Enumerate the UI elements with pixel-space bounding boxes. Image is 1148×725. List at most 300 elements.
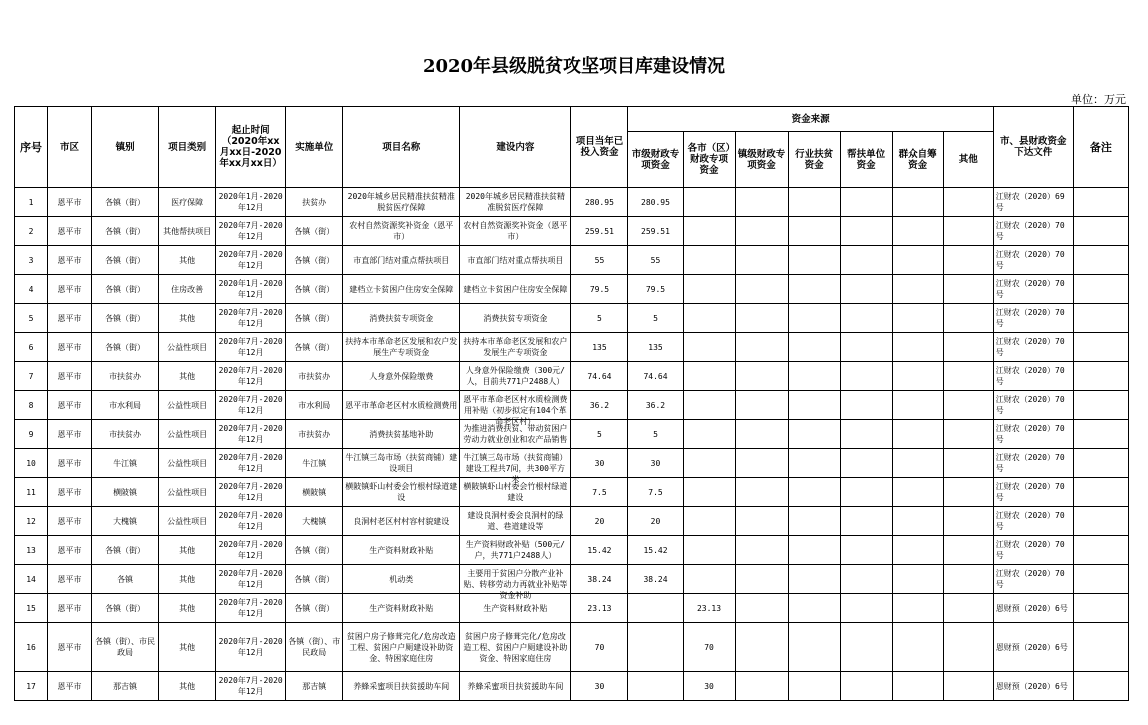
row-category-text: 其他 (179, 642, 196, 652)
row-doc-text: 恩财预（2020）6号 (995, 681, 1068, 691)
row-category (159, 333, 216, 362)
row-seq (15, 304, 48, 333)
row-town-fund (735, 420, 788, 449)
row-implementer-text: 横陂镇 (302, 487, 327, 497)
row-total-text: 5 (597, 429, 602, 439)
row-period (216, 565, 286, 594)
row-remark (1073, 672, 1128, 701)
row-industry-fund (788, 188, 840, 217)
row-city-fund-text: 79.5 (645, 284, 666, 294)
row-category-text: 其他帮扶项目 (163, 226, 212, 236)
row-seq-text: 3 (28, 255, 34, 265)
row-doc-text: 江财农（2020）70号 (995, 279, 1065, 299)
row-category (159, 217, 216, 246)
table-row (15, 449, 1129, 478)
row-town-text: 各镇（街） (105, 603, 146, 613)
row-project-name-text: 人身意外保险缴费 (369, 371, 434, 381)
row-implementer (286, 217, 343, 246)
row-county-fund-text: 30 (704, 681, 714, 691)
row-total (571, 275, 628, 304)
row-industry-fund (788, 391, 840, 420)
row-industry-fund (788, 362, 840, 391)
row-project-name-text: 牛江镇三岛市场（扶贫商铺）建设项目 (345, 453, 458, 473)
row-doc (993, 246, 1073, 275)
row-total-text: 23.13 (587, 603, 612, 613)
row-implementer-text: 各镇（街） (294, 284, 335, 294)
row-other-fund (943, 188, 993, 217)
row-project-name-text: 横陂镇虾山村委会竹根村绿道建设 (345, 482, 458, 502)
row-period-text: 2020年7月-2020年12月 (218, 637, 283, 657)
row-city (48, 565, 92, 594)
row-town-fund (735, 565, 788, 594)
row-category (159, 507, 216, 536)
row-remark (1073, 275, 1128, 304)
row-county-fund (683, 246, 735, 275)
row-other-fund (943, 478, 993, 507)
row-category-text: 医疗保障 (171, 197, 204, 207)
header-fund-source: 资金来源 (628, 107, 993, 132)
row-project-name (343, 594, 460, 623)
row-content-text: 恩平市革命老区村水质检测费用补贴（初步拟定有104个革命老区村） (463, 395, 568, 426)
row-city-fund (628, 275, 683, 304)
row-town (92, 420, 159, 449)
row-other-fund (943, 246, 993, 275)
row-seq (15, 217, 48, 246)
row-town-text: 市水利局 (109, 400, 142, 410)
table-row (15, 478, 1129, 507)
row-partner-fund (840, 420, 892, 449)
row-town-text: 横陂镇 (113, 487, 138, 497)
row-city-fund-text: 38.24 (643, 574, 668, 584)
row-self-fund (892, 246, 943, 275)
row-category-text: 公益性项目 (167, 458, 208, 468)
row-period-text: 2020年7月-2020年12月 (218, 424, 283, 444)
row-period-text: 2020年7月-2020年12月 (218, 598, 283, 618)
row-doc (993, 672, 1073, 701)
row-seq-text: 12 (26, 516, 36, 526)
row-city-text: 恩平市 (57, 400, 82, 410)
row-city-fund (628, 333, 683, 362)
row-town-fund (735, 362, 788, 391)
header-source-partner: 帮扶单位资金 (840, 132, 892, 188)
row-remark (1073, 623, 1128, 672)
row-doc-text: 江财农（2020）70号 (995, 511, 1065, 531)
header-remark: 备注 (1073, 107, 1128, 188)
row-seq (15, 594, 48, 623)
row-town-fund (735, 672, 788, 701)
row-total-text: 30 (594, 458, 605, 468)
row-town (92, 672, 159, 701)
row-implementer-text: 各镇（街） (294, 313, 335, 323)
row-city-fund-text: 15.42 (643, 545, 668, 555)
row-town-fund (735, 391, 788, 420)
row-self-fund (892, 623, 943, 672)
row-seq (15, 420, 48, 449)
row-remark (1073, 420, 1128, 449)
row-town-text: 各镇（街） (105, 284, 146, 294)
row-city-fund (628, 672, 683, 701)
header-period: 起止时间（2020年xx月xx日-2020年xx月xx日） (216, 107, 286, 188)
row-city-fund (628, 188, 683, 217)
row-city (48, 507, 92, 536)
row-partner-fund (840, 449, 892, 478)
row-total (571, 304, 628, 333)
row-category-text: 其他 (179, 681, 196, 691)
row-city-fund (628, 565, 683, 594)
row-project-name (343, 275, 460, 304)
header-source-town: 镇级财政专项资金 (735, 132, 788, 188)
row-remark (1073, 449, 1128, 478)
table-row (15, 391, 1129, 420)
row-total (571, 565, 628, 594)
row-county-fund-text: 70 (704, 642, 714, 652)
row-content-text: 为推进消费扶贫、带动贫困户劳动力就业创业和农产品销售 (463, 424, 568, 444)
row-town-text: 各镇（街） (105, 342, 146, 352)
row-doc (993, 565, 1073, 594)
row-period (216, 362, 286, 391)
row-seq-text: 11 (26, 487, 36, 497)
table-row (15, 275, 1129, 304)
row-seq-text: 4 (28, 284, 34, 294)
row-other-fund (943, 362, 993, 391)
row-total-text: 74.64 (587, 371, 612, 381)
row-implementer (286, 304, 343, 333)
row-other-fund (943, 594, 993, 623)
row-town (92, 362, 159, 391)
row-city (48, 333, 92, 362)
row-implementer (286, 391, 343, 420)
row-category-text: 其他 (179, 545, 196, 555)
row-project-name (343, 536, 460, 565)
row-town-fund (735, 246, 788, 275)
row-content-text: 牛江镇三岛市场（扶贫商铺）建设工程共7间，共300平方米 (463, 453, 568, 484)
row-project-name (343, 478, 460, 507)
row-total-text: 7.5 (592, 487, 607, 497)
row-county-fund (683, 478, 735, 507)
row-city-text: 恩平市 (57, 342, 82, 352)
row-town-fund (735, 333, 788, 362)
row-implementer (286, 449, 343, 478)
row-town-text: 各镇（街） (105, 545, 146, 555)
table-row (15, 333, 1129, 362)
table-row (15, 188, 1129, 217)
row-period (216, 449, 286, 478)
row-category (159, 565, 216, 594)
row-other-fund (943, 672, 993, 701)
row-industry-fund (788, 565, 840, 594)
row-content (460, 304, 571, 333)
row-project-name (343, 246, 460, 275)
row-city-fund-text: 135 (648, 342, 663, 352)
row-doc-text: 江财农（2020）70号 (995, 366, 1065, 386)
row-remark (1073, 565, 1128, 594)
row-town (92, 623, 159, 672)
row-county-fund (683, 333, 735, 362)
row-town-text: 各镇（街） (105, 197, 146, 207)
row-town-text: 市扶贫办 (109, 371, 142, 381)
row-seq-text: 7 (28, 371, 34, 381)
row-industry-fund (788, 536, 840, 565)
row-town (92, 565, 159, 594)
row-implementer-text: 各镇（街） (294, 342, 335, 352)
row-county-fund (683, 188, 735, 217)
header-content: 建设内容 (460, 107, 571, 188)
row-industry-fund (788, 246, 840, 275)
header-annual-fund: 项目当年已投入资金 (571, 107, 628, 188)
row-implementer-text: 市水利局 (298, 400, 331, 410)
row-implementer-text: 市扶贫办 (298, 429, 331, 439)
row-doc (993, 391, 1073, 420)
row-content-text: 建设良洞村委会良洞村的绿道、巷道建设等 (467, 511, 564, 531)
row-town-fund (735, 594, 788, 623)
row-content (460, 672, 571, 701)
row-county-fund-text: 23.13 (696, 603, 722, 613)
row-period-text: 2020年1月-2020年12月 (218, 192, 283, 212)
row-city-fund (628, 391, 683, 420)
row-city (48, 623, 92, 672)
row-county-fund (683, 304, 735, 333)
row-implementer-text: 各镇（街） (294, 226, 335, 236)
row-self-fund (892, 478, 943, 507)
row-content (460, 391, 571, 426)
row-remark (1073, 333, 1128, 362)
row-city-fund (628, 420, 683, 449)
row-content-text: 扶持本市革命老区发展和农户发展生产专项资金 (463, 337, 568, 357)
row-industry-fund (788, 275, 840, 304)
row-implementer (286, 275, 343, 304)
row-category (159, 623, 216, 672)
page-title: 2020年县级脱贫攻坚项目库建设情况 (422, 56, 726, 77)
row-project-name-text: 建档立卡贫困户住房安全保障 (349, 284, 454, 294)
row-project-name (343, 565, 460, 594)
row-total-text: 259.51 (584, 226, 614, 236)
row-project-name-text: 贫困户房子修葺完化/危房改造工程、贫困户户厕建设补助资金、特困家庭住房 (346, 631, 456, 663)
row-doc (993, 449, 1073, 478)
row-remark (1073, 507, 1128, 536)
row-doc (993, 420, 1073, 449)
row-other-fund (943, 333, 993, 362)
row-seq-text: 13 (26, 545, 36, 555)
row-category (159, 362, 216, 391)
row-city (48, 594, 92, 623)
row-other-fund (943, 449, 993, 478)
row-category (159, 304, 216, 333)
row-total-text: 70 (594, 642, 605, 652)
row-category (159, 594, 216, 623)
row-project-name (343, 420, 460, 449)
row-implementer (286, 672, 343, 701)
header-source-self: 群众自筹资金 (892, 132, 943, 188)
row-city-text: 恩平市 (57, 516, 82, 526)
row-category (159, 275, 216, 304)
row-total-text: 280.95 (584, 197, 614, 207)
row-seq (15, 507, 48, 536)
row-doc (993, 536, 1073, 565)
row-city-text: 恩平市 (57, 642, 82, 652)
row-total (571, 217, 628, 246)
row-total-text: 5 (597, 313, 602, 323)
row-partner-fund (840, 188, 892, 217)
header-seq: 序号 (15, 107, 48, 188)
row-doc (993, 478, 1073, 507)
row-content (460, 217, 571, 246)
header-source-county: 各市（区）财政专项资金 (683, 132, 735, 188)
row-county-fund (683, 565, 735, 594)
row-project-name-text: 良洞村老区村村容村貌建设 (353, 516, 450, 526)
row-city-text: 恩平市 (57, 487, 82, 497)
row-city-fund-text: 5 (653, 313, 658, 323)
row-project-name (343, 672, 460, 701)
row-project-name-text: 恩平市革命老区村水质检测费用 (345, 400, 458, 410)
row-project-name (343, 333, 460, 362)
row-period-text: 2020年7月-2020年12月 (218, 221, 283, 241)
row-partner-fund (840, 246, 892, 275)
row-city-fund (628, 449, 683, 478)
row-total (571, 246, 628, 275)
row-category-text: 其他 (179, 574, 196, 584)
row-city-fund (628, 304, 683, 333)
row-project-name-text: 消费扶贫专项资金 (369, 313, 434, 323)
row-project-name-text: 生产资料财政补贴 (369, 545, 434, 555)
row-period-text: 2020年7月-2020年12月 (218, 511, 283, 531)
row-remark (1073, 594, 1128, 623)
header-source-city: 市级财政专项资金 (628, 132, 683, 188)
row-doc-text: 江财农（2020）70号 (995, 308, 1065, 328)
row-implementer-text: 市扶贫办 (298, 371, 331, 381)
table-row (15, 565, 1129, 594)
row-city-text: 恩平市 (57, 226, 82, 236)
row-project-name-text: 机动类 (389, 574, 414, 584)
row-project-name (343, 217, 460, 246)
row-doc-text: 江财农（2020）70号 (995, 337, 1065, 357)
row-seq (15, 672, 48, 701)
row-partner-fund (840, 391, 892, 420)
row-total-text: 38.24 (587, 574, 612, 584)
row-period (216, 333, 286, 362)
row-self-fund (892, 507, 943, 536)
row-other-fund (943, 275, 993, 304)
row-total (571, 478, 628, 507)
row-period (216, 594, 286, 623)
row-seq-text: 8 (28, 400, 34, 410)
row-content-text: 养蜂采蜜项目扶贫援助车间 (467, 681, 564, 691)
row-content-text: 生产资料财政补贴（500元/户，共771户2488人） (465, 540, 565, 560)
header-category: 项目类别 (159, 107, 216, 188)
row-content-text: 生产资料财政补贴 (483, 603, 548, 613)
row-city-fund-text: 36.2 (645, 400, 666, 410)
row-category (159, 478, 216, 507)
row-town-text: 各镇（街）、市民政局 (95, 637, 156, 657)
row-town (92, 304, 159, 333)
row-period (216, 623, 286, 672)
row-city-text: 恩平市 (57, 603, 82, 613)
row-content (460, 507, 571, 536)
row-period (216, 304, 286, 333)
row-remark (1073, 478, 1128, 507)
row-city (48, 449, 92, 478)
row-doc (993, 594, 1073, 623)
row-city-text: 恩平市 (57, 313, 82, 323)
row-category (159, 420, 216, 449)
row-town (92, 246, 159, 275)
row-category-text: 其他 (179, 371, 196, 381)
row-period-text: 2020年7月-2020年12月 (218, 676, 283, 696)
row-industry-fund (788, 449, 840, 478)
row-period-text: 2020年1月-2020年12月 (218, 279, 283, 299)
row-remark (1073, 246, 1128, 275)
row-category-text: 住房改善 (171, 284, 204, 294)
row-partner-fund (840, 333, 892, 362)
row-town-fund (735, 304, 788, 333)
row-city-fund-text: 20 (650, 516, 661, 526)
row-city (48, 536, 92, 565)
row-implementer (286, 478, 343, 507)
row-partner-fund (840, 594, 892, 623)
row-implementer-text: 各镇（街） (294, 574, 335, 584)
row-other-fund (943, 623, 993, 672)
row-period (216, 246, 286, 275)
row-city-fund (628, 217, 683, 246)
row-total (571, 188, 628, 217)
row-period-text: 2020年7月-2020年12月 (218, 569, 283, 589)
row-implementer-text: 各镇（街）、市民政局 (288, 637, 341, 657)
row-seq-text: 15 (26, 603, 36, 613)
row-seq-text: 6 (28, 342, 34, 352)
row-project-name-text: 生产资料财政补贴 (369, 603, 434, 613)
row-city-fund (628, 536, 683, 565)
row-implementer (286, 536, 343, 565)
row-county-fund (683, 672, 735, 701)
row-doc-text: 江财农（2020）69号 (995, 192, 1065, 212)
row-town-text: 大槐镇 (113, 516, 138, 526)
row-town-text: 各镇（街） (105, 226, 146, 236)
row-remark (1073, 391, 1128, 420)
row-total (571, 449, 628, 478)
header-project-name: 项目名称 (343, 107, 460, 188)
row-category (159, 449, 216, 478)
row-self-fund (892, 420, 943, 449)
row-doc (993, 188, 1073, 217)
row-town (92, 275, 159, 304)
row-content-text: 市直部门结对重点帮扶项目 (467, 255, 564, 265)
row-project-name-text: 2020年城乡居民精准扶贫精准脱贫医疗保障 (347, 192, 455, 212)
row-seq (15, 478, 48, 507)
row-self-fund (892, 362, 943, 391)
row-period-text: 2020年7月-2020年12月 (218, 366, 283, 386)
row-city (48, 275, 92, 304)
row-content (460, 333, 571, 362)
row-city (48, 672, 92, 701)
row-project-name-text: 消费扶贫基地补助 (369, 429, 434, 439)
row-project-name (343, 449, 460, 478)
row-seq-text: 16 (26, 642, 36, 652)
row-city-fund (628, 478, 683, 507)
row-total-text: 20 (594, 516, 605, 526)
row-city-text: 恩平市 (57, 681, 82, 691)
row-total (571, 594, 628, 623)
row-city (48, 391, 92, 420)
row-county-fund (683, 217, 735, 246)
row-town-fund (735, 275, 788, 304)
row-seq-text: 14 (26, 574, 36, 584)
row-town (92, 217, 159, 246)
row-doc (993, 507, 1073, 536)
row-self-fund (892, 536, 943, 565)
row-town-text: 市扶贫办 (109, 429, 142, 439)
row-county-fund (683, 507, 735, 536)
row-city-fund-text: 7.5 (648, 487, 663, 497)
row-implementer-text: 牛江镇 (302, 458, 327, 468)
